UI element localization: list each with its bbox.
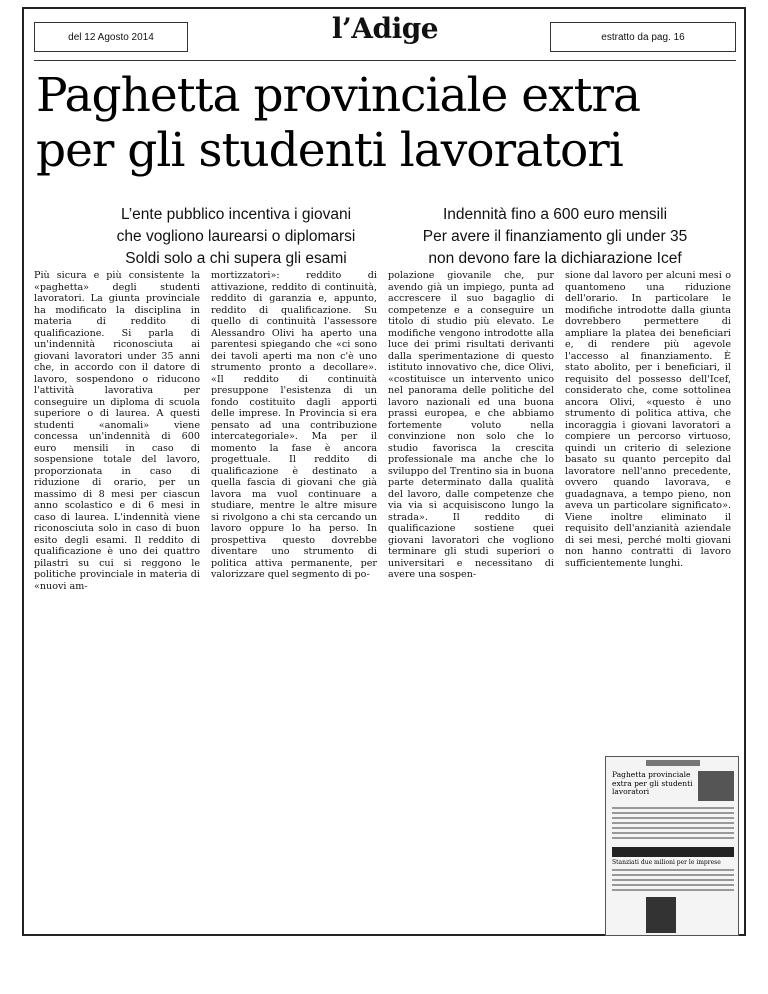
thumbnail-text-line (612, 869, 734, 871)
headline-line-1: Paghetta provinciale extra (36, 68, 641, 123)
thumbnail-text-line (612, 832, 734, 834)
subheading-left (86, 204, 386, 270)
subheading-right-line: Per avere il finanziamento gli under 35 (422, 228, 688, 245)
thumbnail-masthead (646, 760, 700, 766)
subheading-right (390, 204, 720, 270)
subheading-left-line: che vogliono laurearsi o diplomarsi (116, 228, 356, 245)
thumbnail-text-line (612, 807, 734, 809)
date-box (34, 22, 188, 52)
headline-line-2: per gli studenti lavoratori (36, 123, 623, 178)
article-column-4: sione dal lavoro per alcuni mesi o quantomeno una riduzione dell'orario. In particolare le modifiche introdotte dalla giunta dovrebbero permettere di ampliare la platea dei beneficiari e, di rendere più agevole l'accesso al finanziamento. È stato abolito, per i beneficiari, il requisito del possesso dell'Icef, considerato che, come sottolinea ancora Olivi, «questo è uno strumento di politica attiva, che incoraggia i giovani lavoratori a compiere un percorso virtuoso, quindi un criterio di selezione basato su quanto percepito dal lavoratore nell'anno precedente, ovvero quando lavorava, e guadagnava, a tempo pieno, non aveva un particolare significato». Viene inoltre eliminato il requisito dell'anzianità aziendale di sei mesi, perché molti giovani non hanno contratti di lavoro sufficientemente lunghi. (565, 270, 731, 569)
page-reference: estratto da pag. 16 (601, 31, 685, 43)
article-headline (36, 68, 736, 178)
publication-date: del 12 Agosto 2014 (68, 31, 154, 43)
article-column-1: Più sicura e più consistente la «paghetta» degli studenti lavoratori. La giunta provinciale ha modificato la disciplina in materia di reddito di qualificazione. Si parla di un'indennità riconosciuta ai giovani lavoratori under 35 anni che, in accordo con il datore di lavoro, sospendono o riducono l'attività lavorativa per conseguire un diploma di scuola superiore o di laurea. A questi studenti «anomali» viene concessa un'indennità di 600 euro mensili in caso di sospensione totale del lavoro, proporzionata in caso di riduzione di orario, per un massimo di 8 mesi per ciascun anno scolastico e di 6 mesi in caso di laurea. L'indennità viene riconosciuta solo in caso di buon esito degli esami. Il reddito di qualificazione è uno dei quattro pilastri su cui si reggono le politiche provinciale in materia di «nuovi am- (34, 270, 200, 592)
thumbnail-text-line (612, 817, 734, 819)
subheading-right-line: Indennità fino a 600 euro mensili (442, 206, 668, 223)
thumbnail-banner (612, 847, 734, 857)
thumbnail-text-line (612, 874, 734, 876)
thumbnail-headline: Paghetta provinciale extra per gli studenti lavoratori (612, 770, 693, 796)
subheading-left-line: L’ente pubblico incentiva i giovani (120, 206, 352, 223)
thumbnail-text-line (612, 837, 734, 839)
thumbnail-photo-2 (646, 897, 676, 933)
thumbnail-secondary-headline: Stanziati due milioni per le imprese (612, 859, 721, 866)
article-column-2: mortizzatori»: reddito di attivazione, reddito di continuità, reddito di garanzia e, appunto, reddito di qualificazione. Su quello di continuità l'assessore Alessandro Olivi ha aperto una parentesi spiegando che «ci sono dei tavoli aperti ma non c'è uno strumento pronto a decollare». «Il reddito di continuità presuppone l'esistenza di un fondo costituito dagli apporti delle imprese. In Provincia si era pensato ad una contribuzione intercategoriale». Ma per il momento la fase è ancora progettuale. Il reddito di qualificazione è destinato a quella fascia di giovani che già lavora ma vuol continuare a studiare, mentre le altre misure si rivolgono a chi sta cercando un lavoro oppure lo ha perso. In prospettiva questo dovrebbe diventare uno strumento di politica attiva permanente, per valorizzare quel segmento di po- (211, 270, 377, 580)
article-column-3: polazione giovanile che, pur avendo già un impiego, punta ad accrescere il suo bagaglio di competenze e a conseguire un titolo di studio più elevato. Le modifiche vengono introdotte alla luce dei primi risultati derivanti dalla sperimentazione di questo istituto innovativo che, dice Olivi, «costituisce un intervento unico nel panorama delle politiche del lavoro nazionali ed una buona prassi europea, e che abbiamo fortemente voluto nella convinzione non solo che lo studio favorisca la crescita professionale ma anche che lo sviluppo del Trentino sia in buona parte determinato dalla qualità del lavoro, dalle competenze che via via si acquisiscono lungo la strada». Il reddito di qualificazione sostiene quei giovani lavoratori che vogliono terminare gli studi superiori o universitari e necessitano di avere una sospen- (388, 270, 554, 580)
subheading-right-line: non devono fare la dichiarazione Icef (428, 250, 682, 267)
thumbnail-text-line (612, 822, 734, 824)
page-thumbnail (605, 756, 739, 936)
thumbnail-text-line (612, 884, 734, 886)
thumbnail-text-line (612, 812, 734, 814)
page-reference-box (550, 22, 736, 52)
header-rule (34, 60, 736, 61)
thumbnail-text-line (612, 879, 734, 881)
article-body (34, 270, 740, 592)
subheading-left-line: Soldi solo a chi supera gli esami (125, 250, 347, 267)
newspaper-masthead: l’Adige (331, 12, 439, 45)
thumbnail-photo (698, 771, 734, 801)
thumbnail-text-line (612, 889, 734, 891)
thumbnail-text-line (612, 827, 734, 829)
